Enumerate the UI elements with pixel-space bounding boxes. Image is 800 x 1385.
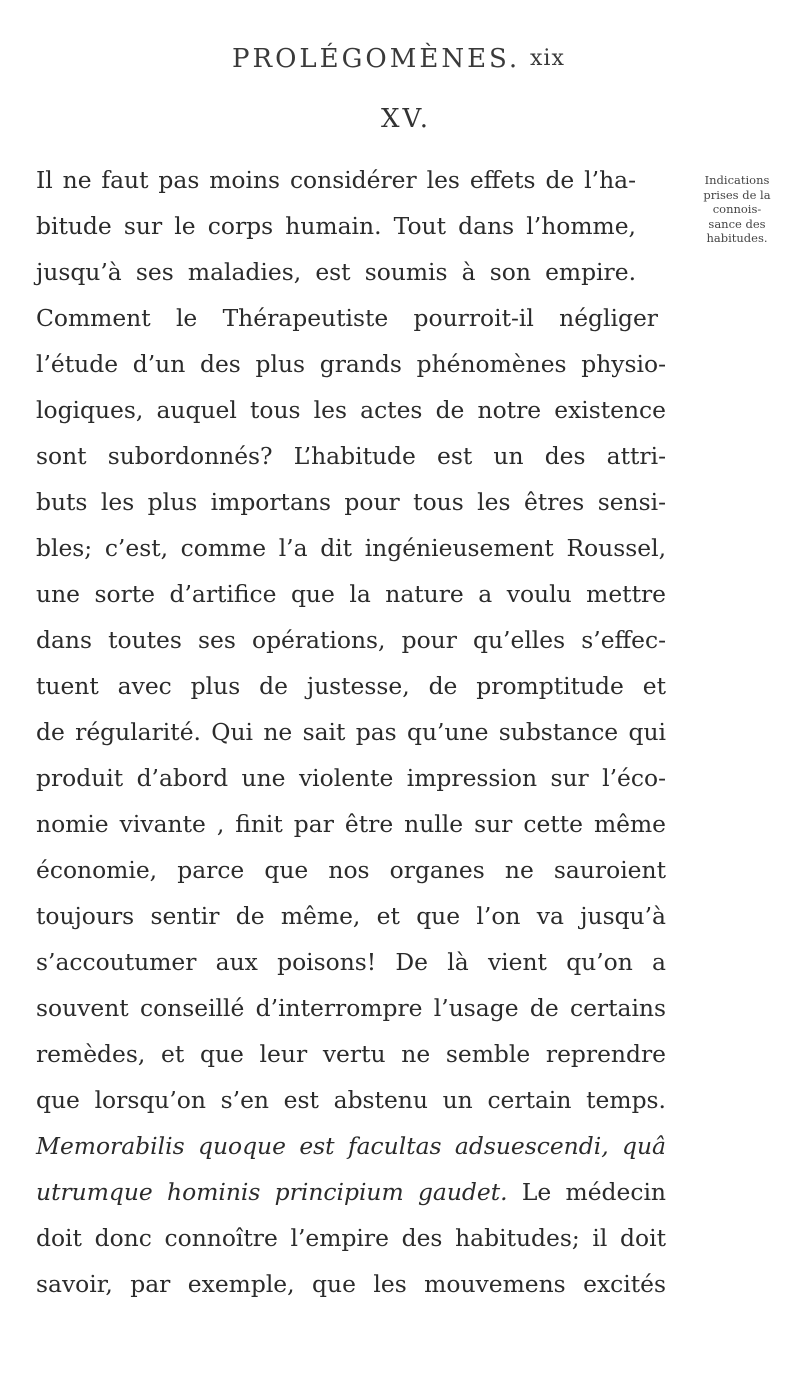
margin-note-line: sance des <box>708 216 766 231</box>
text-line: Il ne faut pas moins considérer les effets de l’ha- <box>36 166 636 194</box>
latin-quote: utrumque hominis principium gaudet. <box>36 1178 508 1206</box>
text-line: toujours sentir de même, et que l’on va jusqu’à <box>36 902 666 930</box>
text-line: tuent avec plus de justesse, de promptitude et <box>36 672 666 700</box>
text-line: dans toutes ses opérations, pour qu’elles s’effec- <box>36 626 666 654</box>
text-span: Le médecin <box>507 1178 666 1206</box>
margin-note-line: Indications <box>704 173 770 187</box>
text-line: s’accoutumer aux poisons! De là vient qu’on a <box>36 948 666 976</box>
page-number: xix <box>530 46 565 71</box>
text-line: jusqu’à ses maladies, est soumis à son empire. <box>36 258 636 286</box>
text-line: bles; c’est, comme l’a dit ingénieusement Roussel, <box>36 534 666 562</box>
text-line: logiques, auquel tous les actes de notre existence <box>36 396 666 424</box>
text-line: souvent conseillé d’interrompre l’usage de certains <box>36 994 666 1022</box>
text-line: produit d’abord une violente impression sur l’éco- <box>36 764 666 792</box>
margin-note-line: connois- <box>712 202 762 216</box>
text-line: bitude sur le corps humain. Tout dans l’homme, <box>36 212 636 240</box>
text-line-italic: Memorabilis quoque est facultas adsuescendi, quâ <box>36 1132 666 1160</box>
text-line: de régularité. Qui ne sait pas qu’une substance qui <box>36 718 666 746</box>
margin-note-line: habitudes. <box>706 231 768 245</box>
text-line: l’étude d’un des plus grands phénomènes physio- <box>36 350 666 378</box>
text-line: sont subordonnés? L’habitude est un des attri- <box>36 442 666 470</box>
text-line: économie, parce que nos organes ne sauroient <box>36 856 666 884</box>
text-line-mixed <box>36 1178 666 1206</box>
section-number: XV. <box>380 104 431 134</box>
text-line: buts les plus importans pour tous les êtres sensi- <box>36 488 666 516</box>
text-line: une sorte d’artifice que la nature a voulu mettre <box>36 580 666 608</box>
running-head <box>0 44 800 84</box>
text-line: savoir, par exemple, que les mouvemens excités <box>36 1270 666 1298</box>
margin-note-line: prises de la <box>703 187 771 202</box>
margin-note <box>687 173 787 246</box>
text-line: nomie vivante , finit par être nulle sur cette même <box>36 810 666 838</box>
text-line: que lorsqu’on s’en est abstenu un certain temps. <box>36 1086 666 1114</box>
text-line: Comment le Thérapeutiste pourroit-il négliger <box>36 304 658 332</box>
text-line: remèdes, et que leur vertu ne semble reprendre <box>36 1040 666 1068</box>
running-title: PROLÉGOMÈNES. <box>232 44 521 74</box>
text-line: doit donc connoître l’empire des habitudes; il doit <box>36 1224 666 1252</box>
